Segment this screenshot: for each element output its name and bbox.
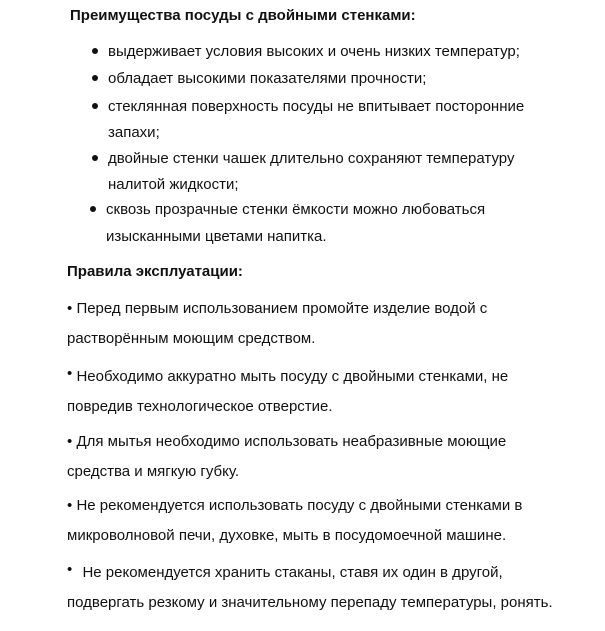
list-item-text-continued: запахи; xyxy=(108,124,160,141)
rule-text-continued: микроволновой печи, духовке, мыть в посудомоечной машине. xyxy=(67,527,507,544)
bullet-icon: • xyxy=(67,433,73,450)
rule-text: Необходимо аккуратно мыть посуду с двойными стенками, не xyxy=(76,368,509,385)
rule-paragraph xyxy=(67,362,537,422)
rule-paragraph xyxy=(67,294,537,354)
rule-text-continued: средства и мягкую губку. xyxy=(67,463,240,480)
rule-text-continued: подвергать резкому и значительному перепаду температуры, ронять. xyxy=(67,594,553,611)
rule-paragraph xyxy=(67,427,537,487)
rule-paragraph xyxy=(67,558,567,618)
bullet-icon xyxy=(92,48,98,54)
rules-heading: Правила эксплуатации: xyxy=(67,263,243,280)
list-item-text: обладает высокими показателями прочности; xyxy=(108,70,427,87)
bullet-icon xyxy=(92,75,98,81)
rule-paragraph xyxy=(67,491,537,551)
list-item-text: выдерживает условия высоких и очень низких температур; xyxy=(108,43,520,60)
bullet-icon: • xyxy=(67,300,73,317)
bullet-icon xyxy=(92,155,98,161)
bullet-icon: • xyxy=(67,365,73,382)
list-item-text-continued: налитой жидкости; xyxy=(108,176,239,193)
bullet-icon: • xyxy=(67,497,73,514)
list-item-text: двойные стенки чашек длительно сохраняют температуру xyxy=(108,150,515,167)
bullet-icon: • xyxy=(67,561,73,578)
bullet-icon xyxy=(90,206,96,212)
rule-text: Для мытья необходимо использовать неабразивные моющие xyxy=(76,433,507,450)
list-item-text: сквозь прозрачные стенки ёмкости можно любоваться xyxy=(106,201,486,218)
list-item-text: стеклянная поверхность посуды не впитывает посторонние xyxy=(108,98,525,115)
rule-text: Перед первым использованием промойте изделие водой с xyxy=(76,300,488,317)
bullet-icon xyxy=(92,103,98,109)
advantages-heading: Преимущества посуды с двойными стенками: xyxy=(70,7,416,24)
rule-text-continued: повредив технологическое отверстие. xyxy=(67,398,333,415)
rule-text: Не рекомендуется использовать посуду с двойными стенками в xyxy=(76,497,523,514)
list-item-text-continued: изысканными цветами напитка. xyxy=(106,228,327,245)
rule-text: Не рекомендуется хранить стаканы, ставя их один в другой, xyxy=(82,564,503,581)
rule-text-continued: растворённым моющим средством. xyxy=(67,330,316,347)
